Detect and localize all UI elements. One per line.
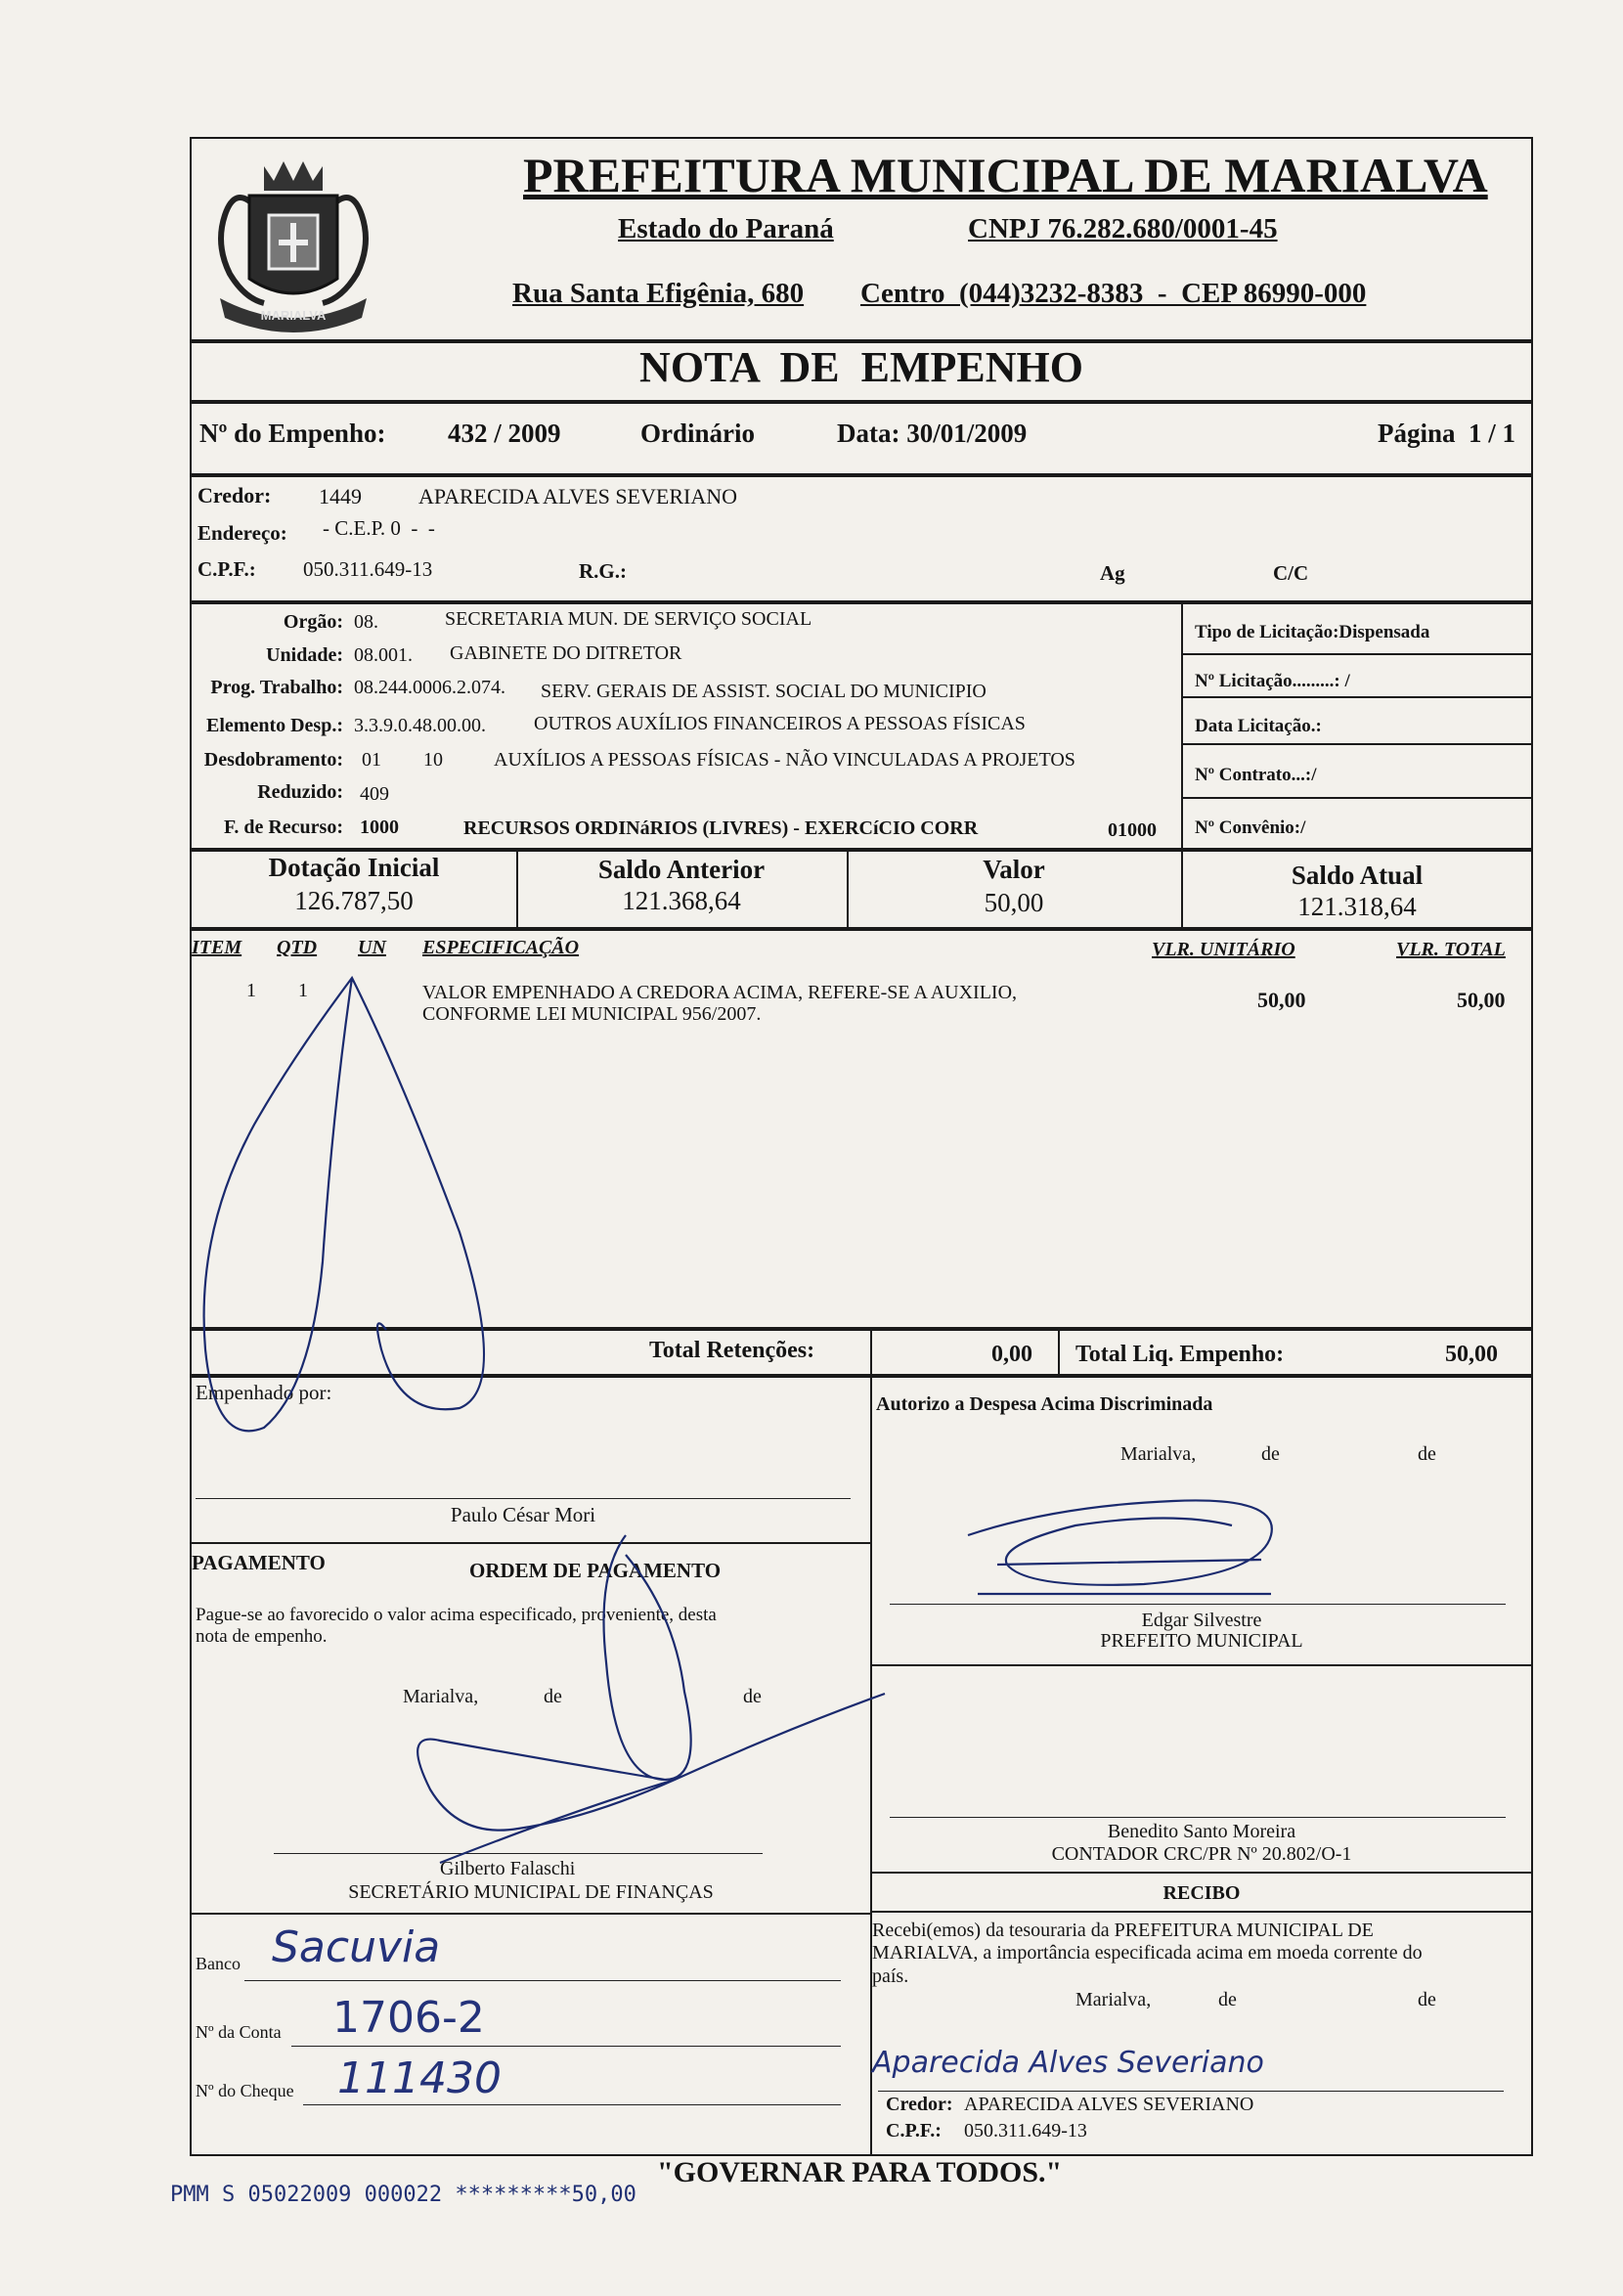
right-sec-line-1 (870, 1664, 1533, 1666)
secretario-sign-line (274, 1853, 763, 1854)
unidade-label: Unidade: (266, 644, 343, 666)
cpf-label: C.P.F.: (197, 557, 256, 581)
credor-label: Credor: (197, 483, 272, 508)
ag-label: Ag (1100, 561, 1125, 585)
recurso-label: F. de Recurso: (223, 817, 343, 838)
empenho-number-label: Nº do Empenho: (199, 419, 386, 448)
dotacao-value: 126.787,50 (294, 886, 414, 915)
state-name: Estado do Paraná (618, 213, 834, 244)
autorizo-de-2: de (1418, 1443, 1436, 1465)
saldo-atual-label: Saldo Atual (1291, 861, 1424, 890)
elemento-name: OUTROS AUXÍLIOS FINANCEIROS A PESSOAS FÍSICAS (534, 713, 1026, 734)
item-total-value: 50,00 (1457, 988, 1506, 1012)
recibo-title: RECIBO (1162, 1882, 1241, 1904)
licitacao-numero: Nº Licitação.........: / (1195, 671, 1350, 691)
recurso-code: 1000 (360, 817, 399, 838)
item-spec-line2: CONFORME LEI MUNICIPAL 956/2007. (422, 1003, 762, 1025)
cheque-value: 111430 (337, 2053, 502, 2103)
prefeito-name: Edgar Silvestre (1141, 1610, 1262, 1631)
col-item: ITEM (192, 937, 242, 958)
valor-label: Valor (983, 855, 1045, 884)
cheque-label: Nº do Cheque (196, 2081, 294, 2100)
desdobramento-code: 01 (362, 749, 381, 771)
col-unit: VLR. UNITÁRIO (1152, 939, 1295, 960)
recibo-de-1: de (1218, 1989, 1237, 2010)
pagamento-de-1: de (544, 1686, 562, 1707)
prefeito-sign-line (890, 1604, 1506, 1605)
pagamento-place: Marialva, (403, 1686, 479, 1707)
municipality-title: PREFEITURA MUNICIPAL DE MARIALVA (523, 148, 1488, 202)
pagamento-label: PAGAMENTO (192, 1551, 326, 1574)
licitacao-convenio: Nº Convênio:/ (1195, 817, 1306, 838)
ordem-pagamento-label: ORDEM DE PAGAMENTO (469, 1559, 722, 1582)
prog-label: Prog. Trabalho: (210, 677, 343, 698)
licit-divider-3 (1181, 743, 1533, 745)
recibo-sign-line (878, 2091, 1504, 2092)
prog-code: 08.244.0006.2.074. (354, 677, 505, 698)
credor-address: - C.E.P. 0 - - (323, 516, 435, 540)
licitacao-data: Data Licitação.: (1195, 716, 1322, 736)
crest-text: MARIALVA (260, 308, 327, 323)
recibo-text-1: Recebi(emos) da tesouraria da PREFEITURA MUNICIPAL DE (872, 1920, 1374, 1941)
licitacao-tipo: Tipo de Licitação:Dispensada (1195, 622, 1430, 642)
cc-label: C/C (1273, 561, 1309, 585)
empenhado-sign-line (196, 1498, 851, 1499)
totals-div-1 (870, 1329, 872, 1376)
saldo-atual-value: 121.318,64 (1297, 892, 1417, 921)
cnpj: CNPJ 76.282.680/0001-45 (968, 213, 1278, 244)
orgao-label: Orgão: (283, 611, 343, 633)
contador-title: CONTADOR CRC/PR Nº 20.802/O-1 (1051, 1843, 1352, 1865)
pagamento-de-2: de (743, 1686, 762, 1707)
budget-divider (1181, 602, 1183, 850)
credor-name: APARECIDA ALVES SEVERIANO (418, 484, 737, 508)
street-address: Rua Santa Efigênia, 680 (512, 278, 805, 309)
unidade-name: GABINETE DO DITRETOR (450, 642, 682, 664)
page-indicator: Página 1 / 1 (1377, 419, 1515, 448)
licit-divider-4 (1181, 797, 1533, 799)
licit-divider-2 (1181, 696, 1533, 698)
banco-line (244, 1980, 841, 1981)
empenhado-name: Paulo César Mori (450, 1503, 596, 1526)
contador-sign-line (890, 1817, 1506, 1818)
liquido-value: 50,00 (1445, 1342, 1498, 1367)
totals-box (190, 1329, 1533, 1376)
recibo-cpf-label: C.P.F.: (886, 2120, 942, 2141)
left-sec-line-1 (190, 1542, 870, 1544)
saldo-anterior-label: Saldo Anterior (597, 855, 766, 884)
licitacao-contrato: Nº Contrato...:/ (1195, 765, 1317, 785)
licit-divider-1 (1181, 653, 1533, 655)
item-number: 1 (246, 980, 256, 1001)
recibo-title-line (870, 1911, 1533, 1913)
recurso-num: 01000 (1108, 819, 1157, 841)
secretario-name: Gilberto Falaschi (440, 1858, 576, 1879)
desdobramento-label: Desdobramento: (203, 749, 343, 771)
conta-value: 1706-2 (332, 1993, 485, 2043)
recurso-name: RECURSOS ORDINáRIOS (LIVRES) - EXERCíCIO CORR (463, 817, 979, 839)
recibo-credor-name: APARECIDA ALVES SEVERIANO (964, 2094, 1254, 2115)
unidade-code: 08.001. (354, 644, 413, 666)
recibo-text-2: MARIALVA, a importância especificada acima em moeda corrente do (872, 1942, 1423, 1964)
item-qty: 1 (298, 980, 308, 1001)
empenho-number: 432 / 2009 (448, 419, 561, 448)
autorizo-de-1: de (1261, 1443, 1280, 1465)
conta-label: Nº da Conta (196, 2022, 282, 2042)
bottom-divider (870, 1376, 872, 2156)
valor-value: 50,00 (984, 888, 1044, 917)
prog-name: SERV. GERAIS DE ASSIST. SOCIAL DO MUNICIPIO (541, 681, 987, 702)
recibo-place: Marialva, (1075, 1989, 1152, 2010)
item-unit-value: 50,00 (1257, 988, 1306, 1012)
contador-name: Benedito Santo Moreira (1107, 1821, 1296, 1842)
item-spec-line1: VALOR EMPENHADO A CREDORA ACIMA, REFERE-SE A AUXILIO, (422, 982, 1018, 1003)
contact-cep: Centro (044)3232-8383 - CEP 86990-000 (860, 278, 1367, 309)
recibo-de-2: de (1418, 1989, 1436, 2010)
prefeito-title: PREFEITO MUNICIPAL (1100, 1630, 1303, 1652)
payment-stamp: PMM S 05022009 000022 *********50,00 (170, 2183, 636, 2207)
reduzido-value: 409 (360, 783, 389, 805)
orgao-name: SECRETARIA MUN. DE SERVIÇO SOCIAL (445, 608, 812, 630)
empenho-type: Ordinário (640, 419, 756, 448)
rg-label: R.G.: (579, 559, 627, 583)
saldo-anterior-value: 121.368,64 (622, 886, 741, 915)
col-spec: ESPECIFICAÇÃO (422, 937, 580, 958)
liquido-label: Total Liq. Empenho: (1075, 1342, 1285, 1367)
col-un: UN (358, 937, 386, 958)
desdobramento-name: AUXÍLIOS A PESSOAS FÍSICAS - NÃO VINCULADAS A PROJETOS (494, 749, 1075, 771)
cheque-line (303, 2104, 841, 2105)
left-sec-line-2 (190, 1913, 870, 1915)
secretario-title: SECRETÁRIO MUNICIPAL DE FINANÇAS (348, 1881, 714, 1903)
empenhado-label: Empenhado por: (196, 1381, 332, 1404)
credor-cpf: 050.311.649-13 (303, 557, 433, 581)
recibo-text-3: país. (872, 1965, 909, 1987)
recibo-cpf: 050.311.649-13 (964, 2120, 1087, 2141)
credor-code: 1449 (319, 484, 362, 508)
banco-value: Sacuvia (272, 1922, 441, 1972)
totals-div-2 (1058, 1329, 1060, 1376)
pagamento-text-2: nota de empenho. (196, 1626, 328, 1647)
right-sec-line-2 (870, 1872, 1533, 1874)
recibo-signature: Aparecida Alves Severiano (872, 2046, 1264, 2080)
dotacao-label: Dotação Inicial (268, 853, 440, 882)
elemento-label: Elemento Desp.: (206, 715, 343, 736)
retencoes-label: Total Retenções: (649, 1338, 815, 1363)
autorizo-label: Autorizo a Despesa Acima Discriminada (876, 1393, 1213, 1415)
retencoes-value: 0,00 (991, 1342, 1032, 1367)
conta-line (291, 2046, 841, 2047)
recibo-credor-label: Credor: (886, 2094, 953, 2115)
col-total: VLR. TOTAL (1396, 939, 1506, 960)
autorizo-place: Marialva, (1120, 1443, 1197, 1465)
orgao-code: 08. (354, 611, 378, 633)
col-qtd: QTD (277, 937, 318, 958)
pagamento-text-1: Pague-se ao favorecido o valor acima especificado, proveniente, desta (196, 1605, 717, 1625)
reduzido-label: Reduzido: (257, 781, 343, 803)
banco-label: Banco (196, 1954, 241, 1973)
document-title: NOTA DE EMPENHO (639, 343, 1083, 391)
coat-of-arms-icon (196, 137, 391, 337)
empenho-date: Data: 30/01/2009 (837, 419, 1028, 448)
slogan: "GOVERNAR PARA TODOS." (657, 2156, 1063, 2188)
elemento-code: 3.3.9.0.48.00.00. (354, 715, 486, 736)
address-label: Endereço: (197, 521, 287, 545)
desdobramento-sub: 10 (423, 749, 443, 771)
